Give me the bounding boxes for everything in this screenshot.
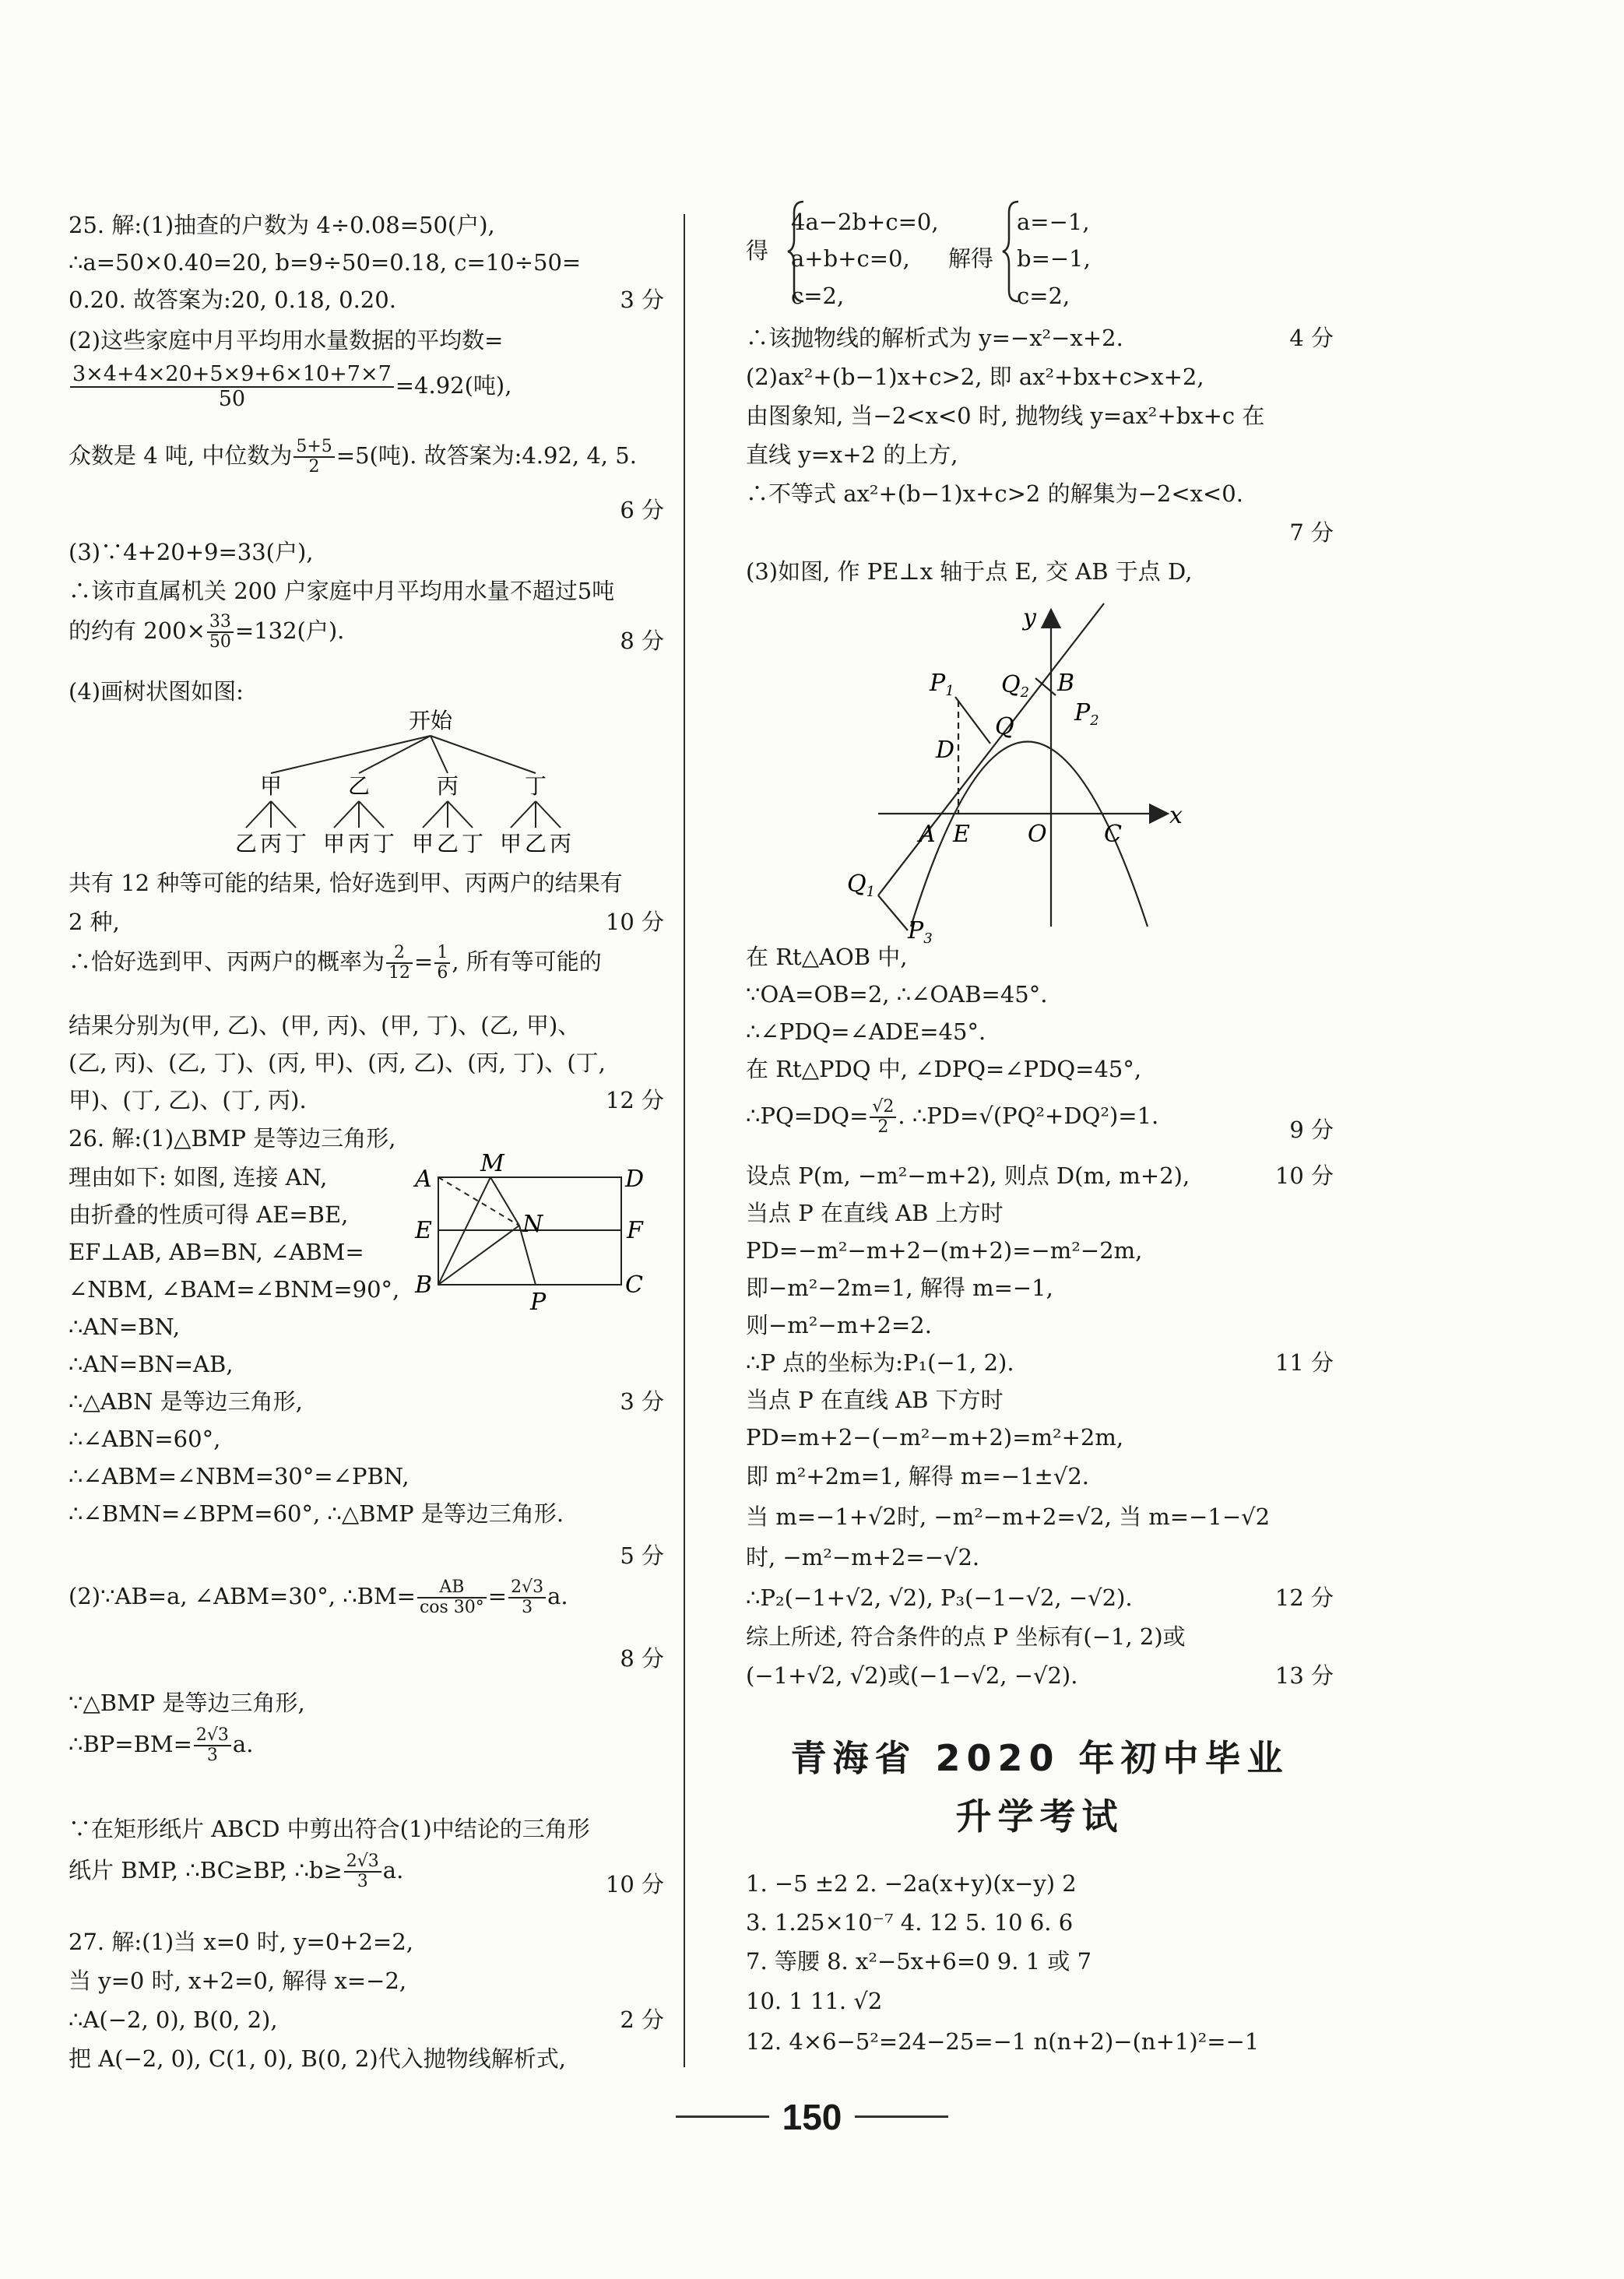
r-line-19: PD=m+2−(−m²−m+2)=m²+2m, — [746, 1424, 1124, 1451]
score-8b: 8 分 — [620, 1645, 664, 1672]
prob-f1-den: 12 — [388, 963, 411, 983]
label-O: O — [1028, 821, 1047, 848]
q26-line-10: ∴∠ABM=∠NBM=30°=∠PBN, — [69, 1463, 410, 1489]
page-number: 150 — [782, 2097, 842, 2137]
r-line-1 — [746, 325, 1334, 351]
root-num: 2√3 — [508, 1578, 546, 1598]
q26-line-8-text: ∴△ABN 是等边三角形, — [69, 1388, 303, 1415]
tree-level2-node: 乙 — [524, 831, 547, 856]
tree-level2-node: 丁 — [372, 831, 395, 856]
bp-text-a: ∴BP=BM= — [69, 1731, 192, 1757]
tree-level1-node: 甲 — [259, 773, 283, 799]
fig-label-F: F — [627, 1217, 643, 1244]
axis-label-y: y — [1023, 604, 1036, 631]
prob-fraction-1 — [386, 944, 413, 983]
r-line-3: 由图象知, 当−2<x<0 时, 抛物线 y=ax²+bx+c 在 — [746, 403, 1265, 429]
score-12: 12 分 — [605, 1087, 664, 1113]
tree-level2-node: 丙 — [259, 831, 283, 856]
q27-line-4: 把 A(−2, 0), C(1, 0), B(0, 2)代入抛物线解析式, — [69, 2045, 566, 2072]
label-Q2 — [1001, 671, 1029, 701]
tree-branch — [448, 801, 473, 828]
pq-den: 2 — [877, 1117, 889, 1137]
q26-line-5: ∠NBM, ∠BAM=∠BNM=90°, — [69, 1276, 400, 1303]
r-line-15: 即−m²−2m=1, 解得 m=−1, — [746, 1275, 1053, 1301]
fig-label-A: A — [415, 1166, 432, 1193]
ans-line-2: 3. 1.25×10⁻⁷ 4. 12 5. 10 6. 6 — [746, 1909, 1074, 1936]
axis-label-x: x — [1169, 802, 1183, 829]
fig-label-N: N — [522, 1211, 543, 1238]
tree-branch — [271, 801, 296, 828]
tree-branch — [423, 801, 448, 828]
label-D: D — [936, 737, 955, 764]
bc-text-b: a. — [382, 1857, 404, 1883]
prob-f1-num: 2 — [386, 944, 413, 964]
tree-branch — [334, 801, 359, 828]
bc-fraction — [344, 1852, 381, 1891]
line-12-text: 2 种, — [69, 909, 120, 935]
q25-line-3-text: 0.20. 故答案为:20, 0.18, 0.20. — [69, 287, 396, 313]
tree-level2-node: 乙 — [436, 831, 459, 856]
q26-line-3: 由折叠的性质可得 AE=BE, — [69, 1201, 349, 1228]
bp-num: 2√3 — [194, 1726, 231, 1746]
r-line-14: PD=−m²−m+2−(m+2)=−m²−2m, — [746, 1237, 1143, 1264]
q25-mode-median — [69, 432, 664, 479]
pq-num: √2 — [870, 1098, 896, 1118]
score-10c: 10 分 — [1274, 1162, 1334, 1189]
pq-text-b: . ∴PD=√(PQ²+DQ²)=1. — [898, 1103, 1159, 1129]
q26-line-16 — [69, 1843, 664, 1897]
q27-line-3 — [69, 2006, 664, 2033]
ratio-numerator: 33 — [207, 613, 234, 633]
label-P2 — [1074, 699, 1099, 729]
sys-mid: 解得 — [948, 245, 994, 272]
mean-denominator: 50 — [218, 387, 246, 411]
tree-level2-node: 丁 — [461, 831, 484, 856]
bc-num: 2√3 — [344, 1852, 381, 1873]
ratio-fraction — [207, 613, 234, 652]
label-Q1 — [847, 870, 875, 900]
sys-left-2: a+b+c=0, — [791, 245, 910, 272]
page-number-rule-right — [855, 2115, 948, 2118]
q25-line-16 — [69, 1087, 664, 1113]
r-line-18: 当点 P 在直线 AB 下方时 — [746, 1387, 1004, 1413]
q25-line-7: (3)∵4+20+9=33(户), — [69, 539, 314, 565]
section-title-line-2: 升学考试 — [955, 1795, 1124, 1838]
r-line-25 — [746, 1662, 1334, 1689]
score-11: 11 分 — [1274, 1349, 1334, 1376]
bc-den: 3 — [357, 1872, 368, 1891]
q27-line-1: 27. 解:(1)当 x=0 时, y=0+2=2, — [69, 1929, 414, 1955]
r-line-12-text: 设点 P(m, −m²−m+2), 则点 D(m, m+2), — [746, 1162, 1190, 1189]
r-line-24: 综上所述, 符合条件的点 P 坐标有(−1, 2)或 — [746, 1623, 1186, 1650]
q27-line-2: 当 y=0 时, x+2=0, 解得 x=−2, — [69, 1968, 407, 1994]
score-6: 6 分 — [620, 497, 664, 523]
q26-line-4: EF⊥AB, AB=BN, ∠ABM= — [69, 1239, 364, 1265]
label-P3-main: P — [908, 917, 924, 944]
tree-level1-node: 丁 — [524, 773, 547, 799]
fig-label-D: D — [625, 1166, 645, 1193]
r-line-5: ∴不等式 ax²+(b−1)x+c>2 的解集为−2<x<0. — [746, 480, 1243, 507]
ans-line-3: 7. 等腰 8. x²−5x+6=0 9. 1 或 7 — [746, 1948, 1092, 1975]
label-P2-main: P — [1074, 699, 1091, 726]
pq-text-a: ∴PQ=DQ= — [746, 1103, 869, 1129]
label-E: E — [953, 821, 970, 848]
q25-line-3 — [69, 287, 664, 313]
score-9: 9 分 — [1289, 1117, 1334, 1143]
tree-level2-node: 甲 — [499, 831, 522, 856]
ans-line-4: 10. 1 11. √2 — [746, 1988, 883, 2014]
prob-text-a: ∴恰好选到甲、丙两户的概率为 — [69, 948, 385, 975]
r-line-21: 当 m=−1+√2时, −m²−m+2=√2, 当 m=−1−√2 — [746, 1504, 1271, 1530]
root-den: 3 — [522, 1598, 533, 1617]
parabola-graph — [847, 603, 1197, 947]
mean-result: =4.92(吨), — [395, 372, 512, 399]
r-line-4: 直线 y=x+2 的上方, — [746, 441, 958, 468]
r-line-13: 当点 P 在直线 AB 上方时 — [746, 1200, 1004, 1226]
score-3b: 3 分 — [620, 1388, 664, 1415]
part2-text-b: a. — [547, 1583, 568, 1609]
r-line-6: (3)如图, 作 PE⊥x 轴于点 E, 交 AB 于点 D, — [746, 558, 1193, 585]
median-text-b: =5(吨). 故答案为:4.92, 4, 5. — [336, 442, 637, 469]
tree-level1-node: 乙 — [347, 773, 371, 799]
tree-level2-node: 甲 — [411, 831, 434, 856]
r-line-8: ∵OA=OB=2, ∴∠OAB=45°. — [746, 981, 1048, 1008]
q25-line-10: (4)画树状图如图: — [69, 678, 244, 705]
tree-level2-node: 丁 — [284, 831, 308, 856]
label-P2-sub: 2 — [1090, 712, 1099, 729]
tree-diagram — [185, 705, 621, 860]
q25-line-15: (乙, 丙)、(乙, 丁)、(丙, 甲)、(丙, 乙)、(丙, 丁)、(丁, — [69, 1050, 606, 1076]
q26-part2 — [69, 1569, 664, 1623]
root-fraction — [508, 1578, 546, 1617]
score-13: 13 分 — [1274, 1662, 1334, 1689]
r-line-7: 在 Rt△AOB 中, — [746, 944, 908, 970]
r-line-2: (2)ax²+(b−1)x+c>2, 即 ax²+bx+c>x+2, — [746, 364, 1204, 390]
bc-text-a: 纸片 BMP, ∴BC≥BP, ∴b≥ — [69, 1857, 343, 1883]
q25-mean-expression — [69, 362, 664, 411]
bp-text-b: a. — [232, 1731, 254, 1757]
ans-line-1: 1. −5 ±2 2. −2a(x+y)(x−y) 2 — [746, 1870, 1077, 1897]
q26-line-6: ∴AN=BN, — [69, 1314, 181, 1340]
prob-f2-den: 6 — [437, 963, 448, 983]
line-16-text: 甲)、(丁, 乙)、(丁, 丙). — [69, 1087, 307, 1113]
r-line-17 — [746, 1349, 1334, 1376]
r-line-9: ∴∠PDQ=∠ADE=45°. — [746, 1018, 986, 1045]
score-12b: 12 分 — [1274, 1584, 1334, 1611]
q26-line-8 — [69, 1388, 664, 1415]
q26-line-15: ∵在矩形纸片 ABCD 中剪出符合(1)中结论的三角形 — [69, 1816, 590, 1842]
median-denominator: 2 — [308, 457, 320, 477]
cos-den: cos 30° — [419, 1598, 484, 1617]
label-Q2-sub: 2 — [1020, 684, 1030, 701]
q25-probability — [69, 938, 664, 985]
q26-line-9: ∴∠ABN=60°, — [69, 1426, 221, 1452]
q26-line-14 — [69, 1717, 664, 1771]
score-3: 3 分 — [620, 287, 664, 313]
sys-right-2: b=−1, — [1017, 245, 1091, 272]
r-line-23-text: ∴P₂(−1+√2, √2), P₃(−1−√2, −√2). — [746, 1584, 1133, 1611]
q27-line-3-text: ∴A(−2, 0), B(0, 2), — [69, 2006, 278, 2033]
sys-left-3: c=2, — [791, 283, 845, 309]
median-fraction — [294, 438, 334, 477]
tree-level2-node: 丙 — [549, 831, 572, 856]
q26-line-2: 理由如下: 如图, 连接 AN, — [69, 1164, 328, 1190]
label-P1 — [929, 670, 954, 699]
line-9-text-b: =132(户). — [234, 617, 345, 644]
tree-level2-node: 甲 — [322, 831, 346, 856]
bp-den: 3 — [206, 1746, 218, 1765]
tree-level1-node: 丙 — [436, 773, 459, 799]
score-8: 8 分 — [620, 628, 664, 654]
q25-line-4: (2)这些家庭中月平均用水量数据的平均数= — [69, 327, 504, 353]
score-2: 2 分 — [620, 2006, 664, 2033]
score-10b: 10 分 — [605, 1871, 664, 1897]
fig-label-P: P — [530, 1289, 547, 1316]
r-line-10: 在 Rt△PDQ 中, ∠DPQ=∠PDQ=45°, — [746, 1056, 1142, 1082]
bp-fraction — [194, 1726, 231, 1765]
q26-line-11: ∴∠BMN=∠BPM=60°, ∴△BMP 是等边三角形. — [69, 1500, 564, 1527]
mean-fraction — [70, 363, 394, 411]
fig-label-M: M — [480, 1150, 504, 1177]
prob-text-b: , 所有等可能的 — [452, 948, 602, 975]
label-C: C — [1104, 821, 1122, 848]
median-text-a: 众数是 4 吨, 中位数为 — [69, 442, 293, 469]
fig-label-E: E — [415, 1217, 432, 1244]
score-5: 5 分 — [620, 1542, 664, 1569]
tree-branch — [359, 801, 384, 828]
cos-fraction — [417, 1578, 487, 1617]
q26-line-1: 26. 解:(1)△BMP 是等边三角形, — [69, 1125, 396, 1152]
r-line-1-text: ∴该抛物线的解析式为 y=−x²−x+2. — [746, 325, 1123, 351]
q25-line-2: ∴a=50×0.40=20, b=9÷50=0.18, c=10÷50= — [69, 249, 582, 276]
r-line-23 — [746, 1584, 1334, 1611]
prob-f2-num: 1 — [434, 944, 450, 964]
r-line-17-text: ∴P 点的坐标为:P₁(−1, 2). — [746, 1349, 1014, 1376]
label-P1-main: P — [930, 670, 946, 697]
sys-left-1: 4a−2b+c=0, — [791, 209, 939, 235]
r-line-25-text: (−1+√2, √2)或(−1−√2, −√2). — [746, 1662, 1078, 1689]
prob-eq: = — [414, 948, 434, 975]
label-B: B — [1057, 670, 1075, 697]
tree-level2-node: 乙 — [234, 831, 258, 856]
r-line-11 — [746, 1089, 1334, 1143]
rectangle-fold-figure — [415, 1152, 680, 1316]
mean-numerator: 3×4+4×20+5×9+6×10+7×7 — [70, 363, 394, 388]
r-line-16: 则−m²−m+2=2. — [746, 1312, 932, 1338]
cos-num: AB — [417, 1578, 487, 1598]
column-divider — [684, 214, 685, 2067]
q25-line-11: 共有 12 种等可能的结果, 恰好选到甲、丙两户的结果有 — [69, 870, 623, 896]
q25-line-1: 25. 解:(1)抽查的户数为 4÷0.08=50(户), — [69, 212, 495, 238]
tree-branch — [536, 801, 561, 828]
score-7: 7 分 — [1289, 519, 1334, 546]
q26-line-7: ∴AN=BN=AB, — [69, 1351, 234, 1377]
line-9-text-a: 的约有 200× — [69, 617, 206, 644]
label-Q1-sub: 1 — [866, 884, 876, 900]
score-10: 10 分 — [605, 909, 664, 935]
sys-right-3: c=2, — [1017, 283, 1070, 309]
prob-fraction-2 — [434, 944, 450, 983]
label-A: A — [919, 821, 936, 848]
ans-line-5: 12. 4×6−5²=24−25=−1 n(n+2)−(n+1)²=−1 — [746, 2028, 1260, 2055]
label-Q2-main: Q — [1001, 671, 1021, 698]
fig-label-C: C — [625, 1271, 643, 1299]
r-line-22: 时, −m²−m+2=−√2. — [746, 1544, 980, 1570]
label-P3-sub: 3 — [923, 930, 933, 947]
tree-branch — [246, 801, 271, 828]
label-Q: Q — [995, 713, 1014, 740]
q25-line-14: 结果分别为(甲, 乙)、(甲, 丙)、(甲, 丁)、(乙, 甲)、 — [69, 1012, 581, 1039]
label-P1-sub: 1 — [945, 683, 954, 699]
part2-eq: = — [487, 1583, 508, 1609]
median-numerator: 5+5 — [294, 438, 334, 458]
part2-text-a: (2)∵AB=a, ∠ABM=30°, ∴BM= — [69, 1583, 416, 1609]
section-title-line-1: 青海省 2020 年初中毕业 — [790, 1737, 1289, 1779]
r-line-20: 即 m²+2m=1, 解得 m=−1±√2. — [746, 1463, 1089, 1489]
q25-line-9 — [69, 607, 664, 654]
sys-de: 得 — [746, 237, 769, 264]
q25-line-12 — [69, 909, 664, 935]
tree-level2-node: 丙 — [347, 831, 371, 856]
sys-right-1: a=−1, — [1017, 209, 1090, 235]
ratio-denominator: 50 — [209, 632, 231, 652]
q25-line-8: ∴该市直属机关 200 户家庭中月平均用水量不超过5吨 — [69, 578, 615, 604]
r-line-12 — [746, 1162, 1334, 1189]
tree-branch — [511, 801, 536, 828]
tree-root: 开始 — [408, 708, 453, 733]
label-P3 — [907, 917, 933, 947]
score-4: 4 分 — [1289, 325, 1334, 351]
q26-line-13: ∵△BMP 是等边三角形, — [69, 1690, 305, 1716]
fig-label-B: B — [415, 1271, 433, 1299]
pq-fraction — [870, 1098, 896, 1137]
label-Q1-main: Q — [847, 870, 866, 898]
